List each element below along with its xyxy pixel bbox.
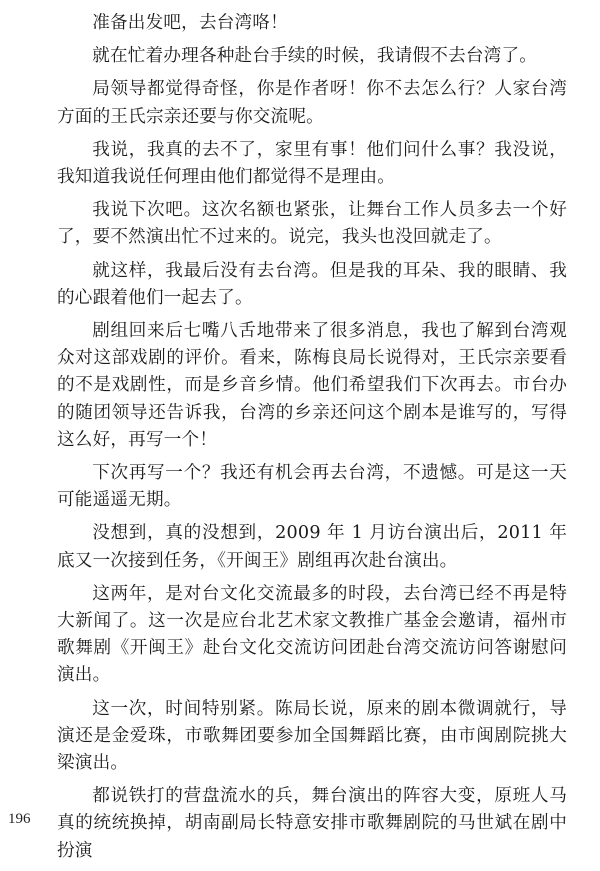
- paragraph-2: 就在忙着办理各种赴台手续的时候，我请假不去台湾了。: [92, 46, 538, 67]
- paragraph-7: 剧组回来后七嘴八舌地带来了很多消息，我也了解到台湾观众对这部戏剧的评价。看来，陈梅良局长说得对，王氏宗亲要看的不是戏剧性，而是乡音乡情。他们希望我们下次再去。市台办的随团领导还告诉我，台湾的乡亲还问这个剧本是谁写的，写得这么好，再写一个！: [57, 321, 567, 450]
- paragraph-11: 这一次，时间特别紧。陈局长说，原来的剧本微调就行，导演还是金爱珠，市歌舞团要参加全国舞蹈比赛，由市闽剧院挑大梁演出。: [57, 698, 567, 774]
- paragraph-6: 就这样，我最后没有去台湾。但是我的耳朵、我的眼睛、我的心跟着他们一起去了。: [57, 260, 567, 308]
- paragraph-4: 我说，我真的去不了，家里有事！他们问什么事？我没说，我知道我说任何理由他们都觉得不是理由。: [57, 139, 567, 188]
- paragraph-9: 没想到，真的没想到，2009 年 1 月访台演出后，2011 年底又一次接到任务，《开闽王》剧组再次赴台演出。: [57, 523, 567, 571]
- paragraph-8: 下次再写一个？我还有机会再去台湾，不遗憾。可是这一天可能遥遥无期。: [57, 463, 567, 511]
- paragraph-3: 局领导都觉得奇怪，你是作者呀！你不去怎么行？人家台湾方面的王氏宗亲还要与你交流呢。: [57, 79, 567, 127]
- paragraph-12: 都说铁打的营盘流水的兵，舞台演出的阵容大变，原班人马真的统统换掉，胡南副局长特意安排市歌舞剧院的马世斌在剧中扮演: [57, 786, 567, 861]
- body-text: [57, 10, 567, 871]
- page-number: 196: [8, 811, 31, 827]
- paragraph-5: 我说下次吧。这次名额也紧张，让舞台工作人员多去一个好了，要不然演出忙不过来的。说完，我头也没回就走了。: [57, 200, 567, 248]
- paragraph-1: 准备出发吧，去台湾咯！: [92, 13, 288, 33]
- paragraph-10: 这两年，是对台文化交流最多的时段，去台湾已经不再是特大新闻了。这一次是应台北艺术家文教推广基金会邀请，福州市歌舞剧《开闽王》赴台文化交流访问团赴台湾交流访问答谢慰问演出。: [57, 583, 567, 686]
